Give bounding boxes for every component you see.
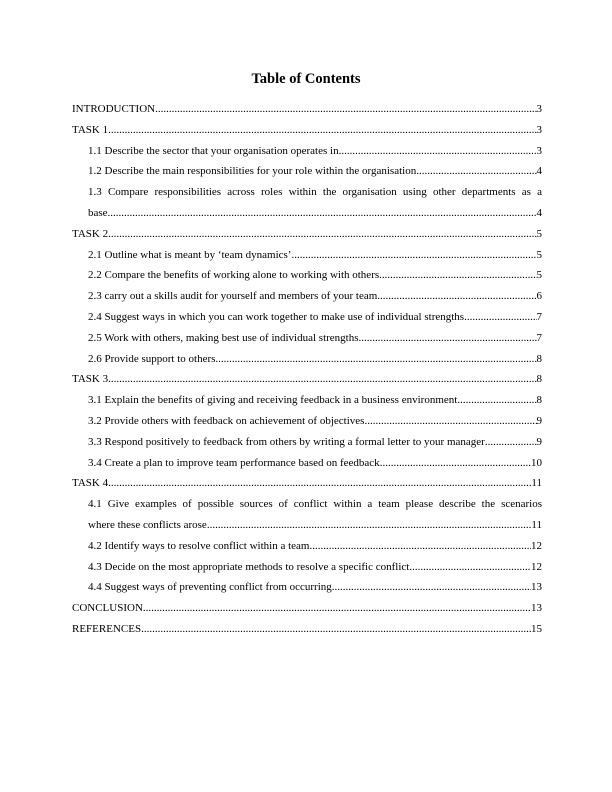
toc-page-number: 12	[531, 539, 542, 552]
toc-entry[interactable]	[72, 265, 542, 286]
toc-entry-text: 4.3 Decide on the most appropriate methods to resolve a specific conflict	[88, 560, 410, 573]
toc-entry[interactable]	[72, 307, 542, 328]
toc-dot-leader	[309, 536, 531, 557]
toc-entry[interactable]	[72, 515, 542, 536]
toc-page-number: 5	[536, 248, 542, 261]
toc-entry[interactable]	[72, 390, 542, 411]
toc-page-number: 3	[536, 123, 542, 136]
toc-entry-text: 1.2 Describe the main responsibilities for your role within the organisation	[88, 165, 417, 178]
toc-entry-text: 1.1 Describe the sector that your organisation operates in	[88, 144, 339, 157]
toc-entry[interactable]	[72, 453, 542, 474]
toc-entry-text: 3.1 Explain the benefits of giving and receiving feedback in a business environment	[88, 394, 458, 407]
toc-entry-text: TASK 1	[72, 123, 109, 136]
toc-dot-leader	[485, 432, 537, 453]
toc-entry[interactable]	[72, 141, 542, 162]
toc-dot-leader	[464, 307, 536, 328]
toc-page-number: 4	[536, 165, 542, 178]
toc-page-number: 12	[531, 560, 542, 573]
toc-dot-leader	[108, 120, 536, 141]
toc-page-number: 15	[531, 622, 542, 635]
toc-dot-leader	[108, 369, 536, 390]
toc-entry-line: 4.1 Give examples of possible sources of conflict within a team please describe the scenarios	[88, 498, 542, 511]
toc-entry-text: where these conflicts arose	[88, 518, 207, 531]
toc-entry-text: 3.4 Create a plan to improve team performance based on feedback	[88, 456, 380, 469]
toc-entry-text: 2.5 Work with others, making best use of individual strengths	[88, 331, 359, 344]
toc-entry[interactable]	[72, 99, 542, 120]
toc-page-number: 9	[536, 414, 542, 427]
toc-entry[interactable]	[72, 349, 542, 370]
toc-entry-text: 4.4 Suggest ways of preventing conflict from occurring	[88, 581, 332, 594]
toc-entry[interactable]	[72, 411, 542, 432]
toc-dot-leader	[457, 390, 536, 411]
toc-page-number: 8	[536, 352, 542, 365]
toc-list	[72, 99, 542, 640]
toc-entry[interactable]	[72, 536, 542, 557]
toc-title: Table of Contents	[251, 71, 361, 87]
toc-page-number: 11	[531, 477, 542, 490]
toc-entry[interactable]	[72, 369, 542, 390]
toc-page-number: 11	[531, 518, 542, 531]
toc-entry-text: REFERENCES	[72, 622, 142, 635]
toc-page-number: 7	[536, 310, 542, 323]
toc-dot-leader	[143, 598, 531, 619]
toc-entry[interactable]	[72, 473, 542, 494]
toc-entry-line: 1.3 Compare responsibilities across roles within the organisation using other departments as a	[88, 186, 542, 199]
toc-dot-leader	[339, 141, 537, 162]
toc-entry-text: 3.2 Provide others with feedback on achievement of objectives	[88, 414, 365, 427]
toc-dot-leader	[379, 265, 536, 286]
toc-dot-leader	[359, 328, 537, 349]
toc-entry[interactable]	[72, 557, 542, 578]
toc-dot-leader	[332, 577, 531, 598]
toc-dot-leader	[377, 286, 536, 307]
toc-entry-text: 2.3 carry out a skills audit for yourself and members of your team	[88, 290, 378, 303]
toc-entry-text: 2.6 Provide support to others	[88, 352, 216, 365]
toc-dot-leader	[416, 161, 536, 182]
toc-entry[interactable]	[72, 619, 542, 640]
toc-dot-leader	[155, 99, 536, 120]
toc-dot-leader	[108, 203, 537, 224]
toc-dot-leader	[380, 453, 531, 474]
toc-dot-leader	[207, 515, 532, 536]
toc-entry-text: CONCLUSION	[72, 602, 143, 615]
toc-entry-text: TASK 2	[72, 227, 109, 240]
toc-entry-text: base	[88, 206, 108, 219]
toc-dot-leader	[141, 619, 531, 640]
toc-entry-text: 2.2 Compare the benefits of working alone to working with others	[88, 269, 380, 282]
toc-entry[interactable]	[72, 245, 542, 266]
toc-entry[interactable]	[72, 161, 542, 182]
toc-entry-text: TASK 3	[72, 373, 109, 386]
toc-dot-leader	[291, 245, 536, 266]
toc-entry-text: 2.1 Outline what is meant by ‘team dynamics’	[88, 248, 292, 261]
toc-page-number: 5	[536, 227, 542, 240]
toc-entry[interactable]	[72, 203, 542, 224]
toc-dot-leader	[108, 224, 536, 245]
toc-dot-leader	[215, 349, 536, 370]
toc-page-number: 10	[531, 456, 542, 469]
toc-page-number: 9	[536, 435, 542, 448]
toc-entry[interactable]	[72, 120, 542, 141]
toc-entry-text: 2.4 Suggest ways in which you can work together to make use of individual strengths	[88, 310, 465, 323]
toc-entry-text: 4.2 Identify ways to resolve conflict within a team	[88, 539, 310, 552]
toc-page-number: 6	[536, 290, 542, 303]
toc-page-number: 7	[536, 331, 542, 344]
toc-page-number: 8	[536, 373, 542, 386]
toc-entry[interactable]	[72, 286, 542, 307]
toc-entry[interactable]	[72, 224, 542, 245]
toc-page-number: 5	[536, 269, 542, 282]
toc-dot-leader	[364, 411, 536, 432]
toc-dot-leader	[108, 473, 531, 494]
toc-entry-text: TASK 4	[72, 477, 109, 490]
toc-page-number: 13	[531, 602, 542, 615]
toc-entry[interactable]	[72, 328, 542, 349]
toc-entry[interactable]	[72, 577, 542, 598]
toc-entry-text: 3.3 Respond positively to feedback from others by writing a formal letter to your manager	[88, 435, 485, 448]
toc-entry-text: INTRODUCTION	[72, 103, 156, 115]
toc-page-number: 4	[536, 206, 542, 219]
toc-entry[interactable]	[72, 432, 542, 453]
toc-entry[interactable]	[72, 598, 542, 619]
toc-dot-leader	[409, 557, 531, 578]
toc-page-number: 3	[536, 144, 542, 157]
toc-page-number: 8	[536, 394, 542, 407]
toc-page-number: 13	[531, 581, 542, 594]
toc-page-number: 3	[536, 103, 542, 115]
